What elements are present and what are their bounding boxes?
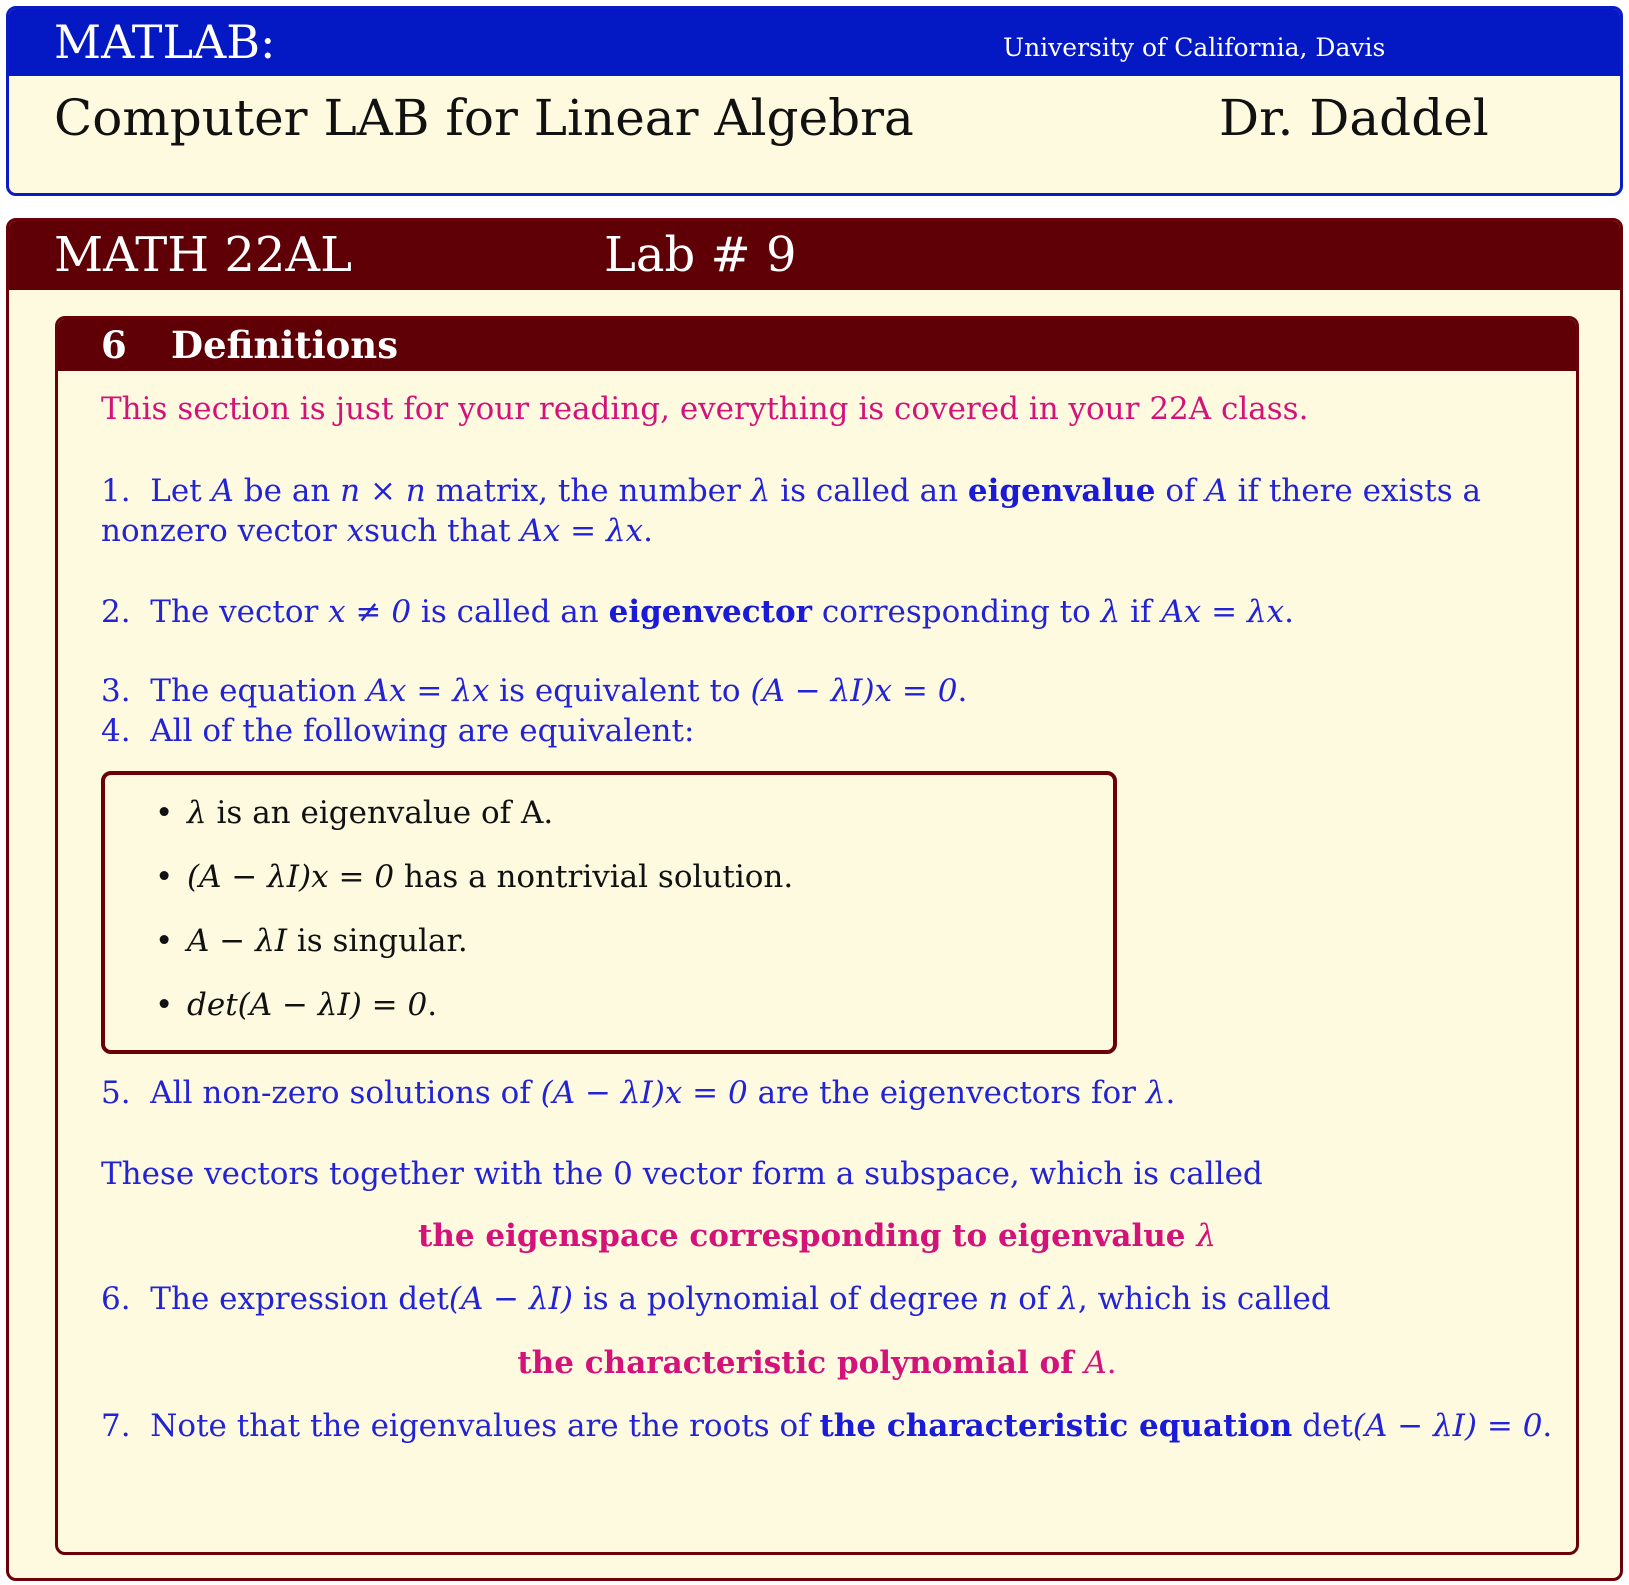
math: λ [750,473,771,509]
definition-1-line2 [101,511,653,552]
math: λ [187,795,207,831]
equivalence-item [187,923,468,959]
equivalence-item [187,987,437,1023]
term-characteristic-equation: the characteristic equation [819,1408,1293,1444]
item-number: 4. [101,713,131,749]
text: . [643,513,653,549]
text: The expression det [150,1281,449,1317]
math: A [1205,473,1228,509]
text: if there exists a [1227,473,1481,509]
course-name: MATH 22AL [54,227,352,283]
item-number: 7. [101,1408,131,1444]
section-title: Definitions [171,323,399,367]
math: Ax = λx [520,513,644,549]
math: n [988,1281,1009,1317]
text: . [1106,1345,1117,1381]
text: . [957,673,968,709]
equivalence-item [187,795,553,831]
section-intro: This section is just for your reading, everything is covered in your 22A class. [101,391,1309,427]
text: is a polynomial of degree [573,1281,989,1317]
definition-7 [101,1406,1552,1447]
header-bar [9,9,1620,76]
item-number: 5. [101,1075,131,1111]
text: corresponding to [812,594,1101,630]
text: has a nontrivial solution. [394,859,794,895]
text: is called an [411,594,609,630]
text: are the eigenvectors for [747,1075,1146,1111]
text: is equivalent to [489,673,751,709]
text: All of the following are equivalent: [150,713,695,749]
item-number: 1. [101,473,131,509]
text: The vector [150,594,329,630]
item-number: 3. [101,673,131,709]
text: is called an [770,473,968,509]
text: All non-zero solutions of [150,1075,541,1111]
math: λ [1145,1075,1166,1111]
course-subtitle: Computer LAB for Linear Algebra [54,89,914,147]
math: (A − λI)x = 0 [187,859,395,895]
definition-2 [101,592,1294,633]
text: . [1284,594,1294,630]
text: Note that the eigenvalues are the roots of [150,1408,820,1444]
math: Ax = λx [1161,594,1285,630]
term-characteristic-polynomial: the characteristic polynomial of [517,1345,1085,1381]
lab-box [6,218,1623,1581]
text: nonzero vector [101,513,347,549]
math: (A − λI)x = 0 [540,1075,748,1111]
text: det [1292,1408,1353,1444]
math: λ [1196,1218,1216,1254]
text: of [1155,473,1206,509]
math: A − λI [187,923,287,959]
subspace-text: These vectors together with the 0 vector form a subspace, which is called [101,1156,1263,1192]
math: x ≠ 0 [328,594,412,630]
text: is singular. [286,923,468,959]
math: (A − λI) [448,1281,573,1317]
charpoly-term [58,1343,1576,1384]
lab-bar [9,221,1620,290]
section-header [58,319,1576,371]
term-eigenvector: eigenvector [608,594,812,630]
math: λ [1100,594,1121,630]
text: such that [364,513,521,549]
math: x [346,513,365,549]
math: Ax = λx [366,673,490,709]
definition-6 [101,1279,1331,1320]
text: . [1165,1075,1176,1111]
text: The equation [150,673,367,709]
header-title: MATLAB: [54,15,276,69]
definition-3 [101,671,967,712]
item-number: 6. [101,1281,131,1317]
eigenspace-term [58,1216,1576,1257]
text: of [1008,1281,1059,1317]
text: Let [150,473,212,509]
text: if [1120,594,1162,630]
university-name: University of California, Davis [1003,33,1386,62]
math: A [211,473,234,509]
math: det(A − λI) = 0 [187,987,428,1023]
header-box [6,6,1623,196]
definition-4 [101,711,694,752]
math: (A − λI)x = 0 [750,673,958,709]
math: λ [1058,1281,1078,1317]
item-number: 2. [101,594,131,630]
definitions-section [55,316,1579,1555]
text: . [1542,1408,1553,1444]
equivalence-item [187,859,793,895]
equivalence-box [101,771,1117,1054]
author-name: Dr. Daddel [1219,89,1489,147]
term-eigenvalue: eigenvalue [967,473,1156,509]
text: be an [233,473,341,509]
definition-1 [101,471,1531,512]
text: , which is called [1077,1281,1331,1317]
lab-number: Lab # 9 [604,227,797,283]
definition-5 [101,1073,1175,1114]
text: matrix, the number [425,473,751,509]
math: n × n [340,473,426,509]
term-eigenspace: the eigenspace corresponding to eigenvalue [418,1218,1197,1254]
text: . [427,987,438,1023]
section-number: 6 [101,323,127,367]
math: (A − λI) = 0 [1352,1408,1543,1444]
text: is an eigenvalue of A. [206,795,554,831]
math: A [1084,1345,1107,1381]
